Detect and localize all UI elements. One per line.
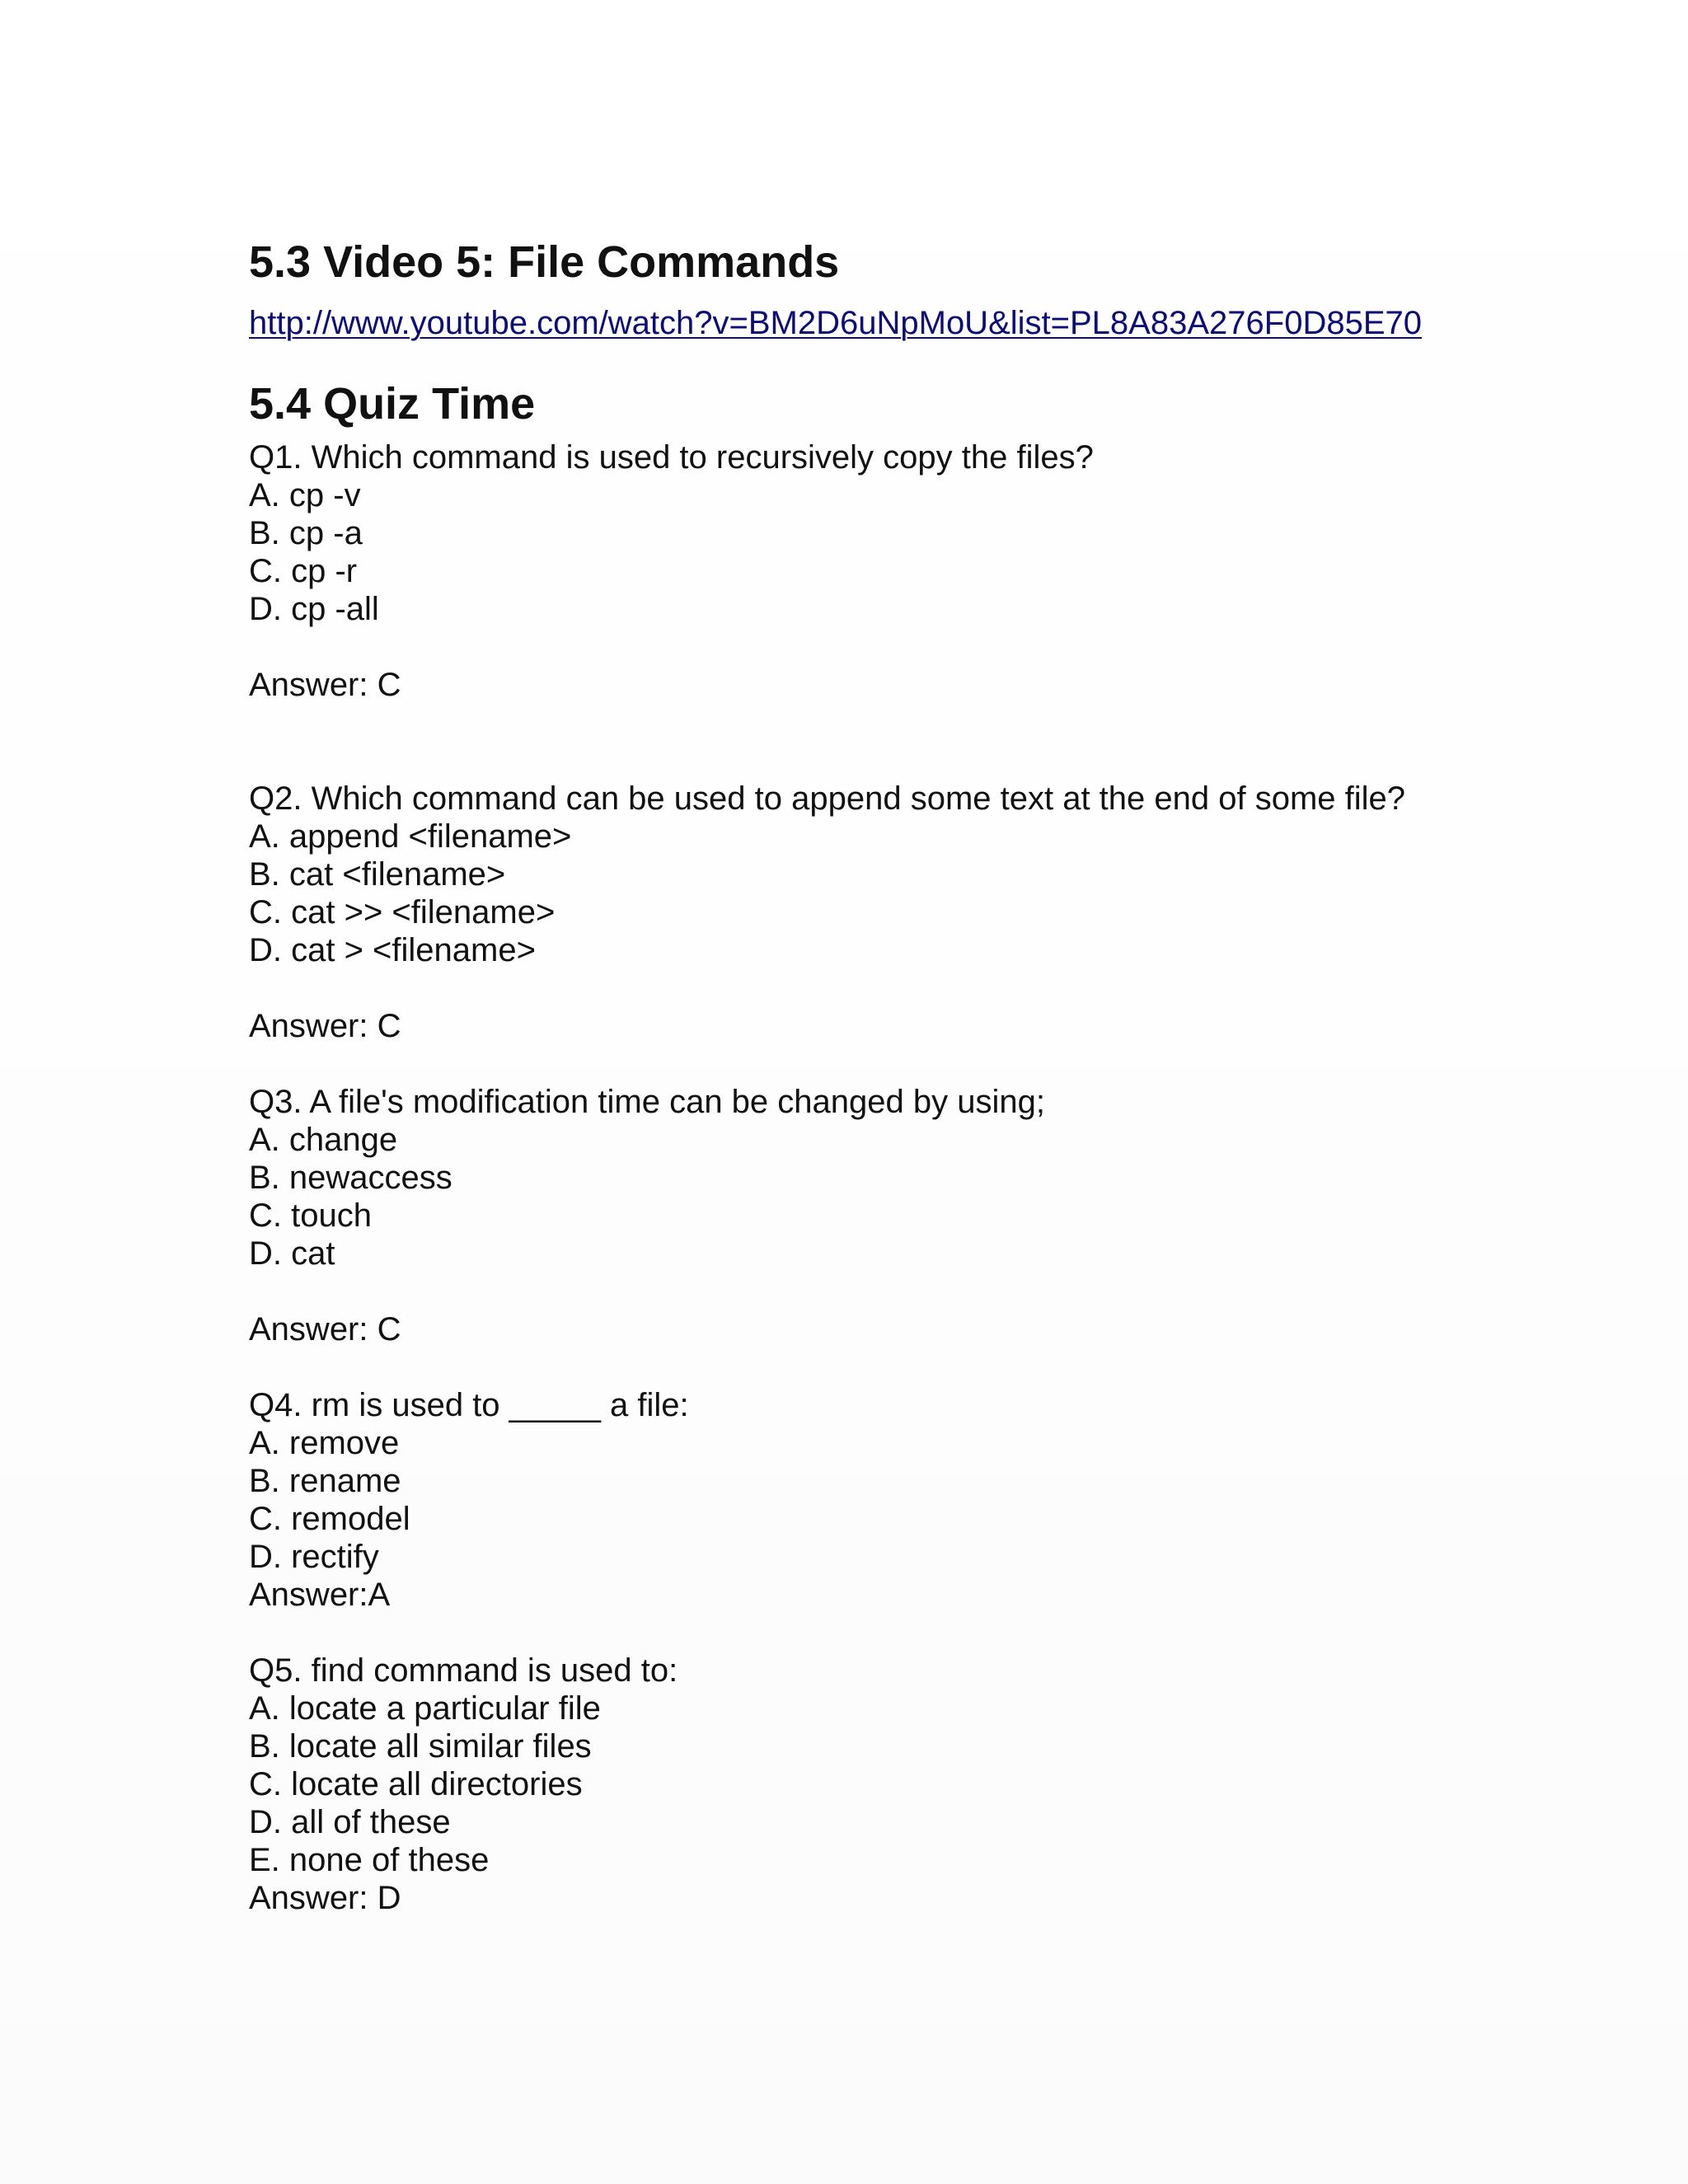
spacer: [249, 1045, 1485, 1083]
document-content: [249, 232, 1485, 1917]
question-text: Q5. find command is used to:: [249, 1652, 678, 1689]
option: D. rectify: [249, 1539, 379, 1575]
option: A. change: [249, 1122, 398, 1158]
question-block-3: [249, 1083, 1485, 1348]
option: D. cp -all: [249, 591, 379, 627]
option: B. newaccess: [249, 1160, 452, 1196]
question-text: Q1. Which command is used to recursively copy the files?: [249, 439, 1094, 476]
option: B. cp -a: [249, 515, 363, 551]
quiz-section-title: 5.4 Quiz Time: [249, 379, 536, 429]
question-text: Q3. A file's modification time can be changed by using;: [249, 1084, 1045, 1120]
option: A. locate a particular file: [249, 1690, 601, 1727]
option: D. cat: [249, 1235, 335, 1272]
question-block-4: [249, 1386, 1485, 1614]
option: A. cp -v: [249, 477, 361, 513]
option: C. locate all directories: [249, 1766, 583, 1802]
answer-text: Answer: D: [249, 1880, 401, 1916]
answer-text: Answer: C: [249, 1008, 401, 1044]
video-section-title: 5.3 Video 5: File Commands: [249, 237, 840, 287]
question-text: Q2. Which command can be used to append some text at the end of some file?: [249, 780, 1406, 817]
question-text: Q4. rm is used to _____ a file:: [249, 1387, 689, 1423]
option: D. cat > <filename>: [249, 932, 536, 968]
option: C. touch: [249, 1197, 372, 1234]
option: B. rename: [249, 1463, 401, 1499]
option: C. cp -r: [249, 553, 358, 589]
answer-text: Answer:A: [249, 1577, 391, 1613]
option: C. cat >> <filename>: [249, 894, 556, 930]
option: B. cat <filename>: [249, 856, 506, 893]
spacer: [249, 1348, 1485, 1386]
spacer: [249, 704, 1485, 780]
option: E. none of these: [249, 1842, 490, 1878]
answer-text: Answer: C: [249, 667, 401, 703]
option: C. remodel: [249, 1501, 410, 1537]
option: A. remove: [249, 1425, 400, 1461]
question-block-2: [249, 780, 1485, 1045]
question-block-1: [249, 438, 1485, 704]
spacer: [249, 1272, 1485, 1310]
answer-text: Answer: C: [249, 1311, 401, 1347]
option: A. append <filename>: [249, 818, 572, 855]
question-block-5: [249, 1652, 1485, 1917]
spacer: [249, 628, 1485, 666]
spacer: [249, 969, 1485, 1007]
spacer: [249, 1614, 1485, 1652]
video-link[interactable]: http://www.youtube.com/watch?v=BM2D6uNpMoU&list=PL8A83A276F0D85E70: [249, 305, 1422, 341]
option: B. locate all similar files: [249, 1728, 592, 1765]
option: D. all of these: [249, 1804, 451, 1840]
